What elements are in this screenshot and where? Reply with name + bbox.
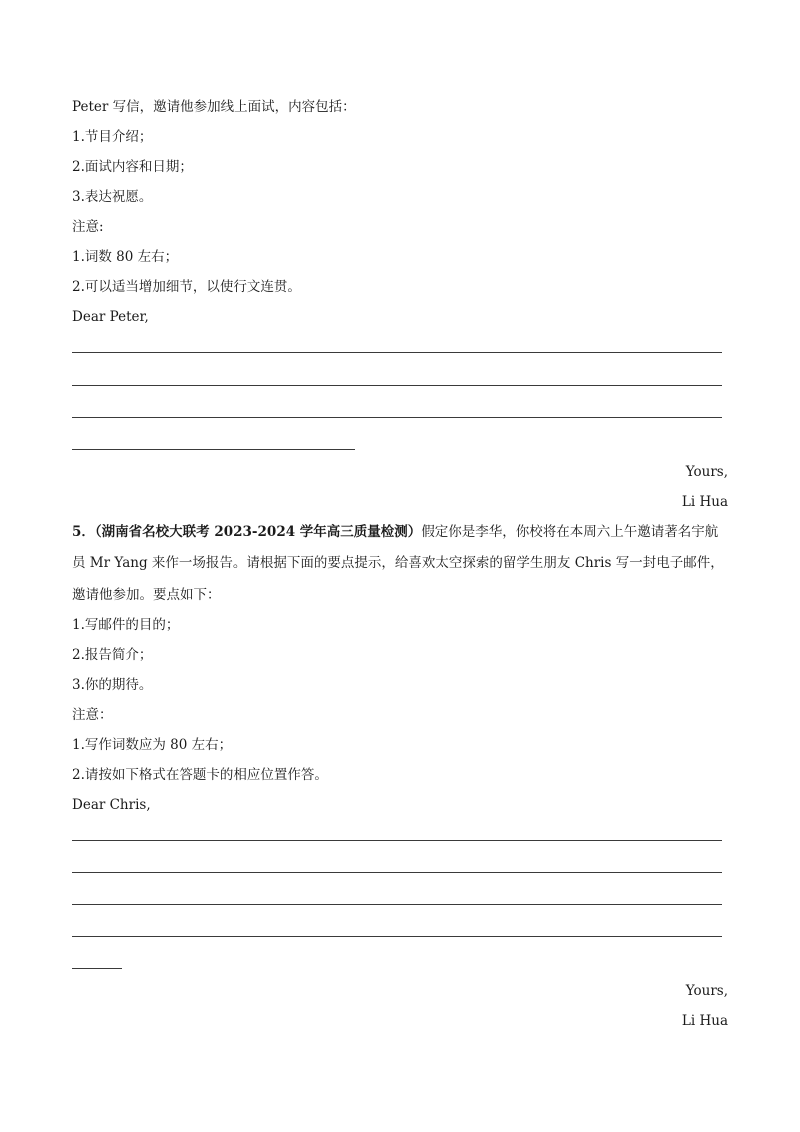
task4-closing: Yours, bbox=[685, 464, 728, 480]
task4-signature: Li Hua bbox=[681, 494, 728, 510]
task4-salutation: Dear Peter, bbox=[72, 309, 149, 325]
task4-point-3: 3.表达祝愿。 bbox=[72, 189, 153, 205]
task5-number: 5． bbox=[72, 524, 95, 540]
task5-point-2: 2.报告简介； bbox=[72, 647, 153, 663]
task5-notes-heading: 注意： bbox=[72, 707, 113, 723]
task5-heading-line bbox=[72, 523, 718, 541]
task5-salutation: Dear Chris, bbox=[72, 797, 151, 813]
task4-point-2: 2.面试内容和日期； bbox=[72, 159, 193, 175]
task5-answer-line-5[interactable] bbox=[72, 968, 122, 969]
task5-source: （湖南省名校大联考 2023-2024 学年高三质量检测） bbox=[94, 524, 422, 540]
task5-note-2: 2.请按如下格式在答题卡的相应位置作答。 bbox=[72, 767, 328, 783]
task4-note-1: 1.词数 80 左右； bbox=[72, 249, 179, 265]
task4-answer-line-3[interactable] bbox=[72, 417, 722, 418]
task5-point-3: 3.你的期待。 bbox=[72, 677, 153, 693]
task4-note-2: 2.可以适当增加细节，以使行文连贯。 bbox=[72, 279, 301, 295]
task5-signature: Li Hua bbox=[681, 1013, 728, 1029]
task4-answer-line-2[interactable] bbox=[72, 385, 722, 386]
task4-answer-line-4[interactable] bbox=[72, 449, 355, 450]
task5-answer-line-4[interactable] bbox=[72, 936, 722, 937]
task5-prompt-line2: 员 Mr Yang 来作一场报告。请根据下面的要点提示，给喜欢太空探索的留学生朋友 Chris 写一封电子邮件， bbox=[72, 555, 724, 571]
task5-closing: Yours, bbox=[685, 983, 728, 999]
task4-answer-line-1[interactable] bbox=[72, 352, 722, 353]
task5-answer-line-1[interactable] bbox=[72, 840, 722, 841]
task5-prompt-line3: 邀请他参加。要点如下： bbox=[72, 587, 221, 603]
task5-answer-line-3[interactable] bbox=[72, 904, 722, 905]
task5-prompt-line1: 假定你是李华，你校将在本周六上午邀请著名宇航 bbox=[421, 524, 719, 540]
task4-notes-heading: 注意: bbox=[72, 219, 104, 235]
task4-intro-line: Peter 写信，邀请他参加线上面试，内容包括： bbox=[72, 99, 356, 115]
task5-note-1: 1.写作词数应为 80 左右； bbox=[72, 737, 233, 753]
task5-point-1: 1.写邮件的目的； bbox=[72, 617, 180, 633]
task4-point-1: 1.节目介绍； bbox=[72, 129, 153, 145]
task5-answer-line-2[interactable] bbox=[72, 872, 722, 873]
